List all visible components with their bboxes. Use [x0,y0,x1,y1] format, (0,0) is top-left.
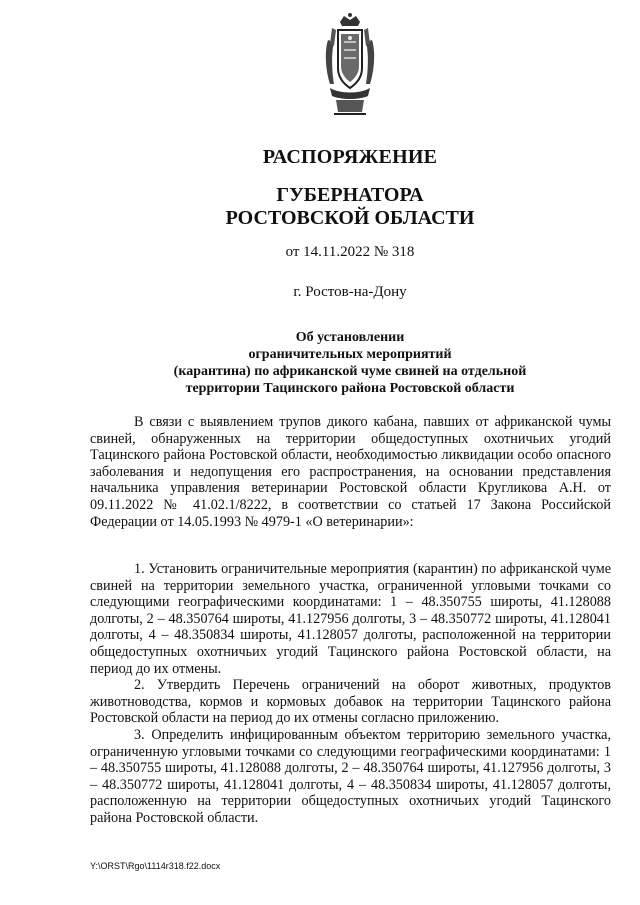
issuer-line-2: РОСТОВСКОЙ ОБЛАСТИ [225,207,475,229]
document-place: г. Ростов-на-Дону [293,284,407,300]
issuer-line-1: ГУБЕРНАТОРА [276,184,424,206]
subject-line-2: ограничительных мероприятий [248,347,452,362]
preamble [90,414,611,530]
file-path-footer: Y:\ORST\Rgo\1114r318.f22.docx [90,861,221,871]
order-item-3: 3. Определить инфицированным объектом территорию земельного участка, ограниченную угловыми точками со следующими географическими координатами: 1 – 48.350755 широты, 41.128088 долготы, 2 – 48.350764 широты, 41.127956 долготы, 3 – 48.350772 широты, 41.128041 долготы, 4 – 48.350834 широты, 41.128057 долготы, расположенную на территории общедоступных охотничьих угодий Тацинского района Ростовской области. [90,726,611,826]
subject-line-4: территории Тацинского района Ростовской области [185,381,515,396]
order-item-1: 1. Установить ограничительные мероприятия (карантин) по африканской чуме свиней на территории земельного участка, ограниченной угловыми точками со следующими географическими координатами: 1 – 48.350755 широты, 41.128088 долготы, 2 – 48.350764 широты, 41.127956 долготы, 3 – 48.350772 широты, 41.128041 долготы, 4 – 48.350834 широты, 41.128057 долготы, расположенной на территории общедоступных охотничьих угодий Тацинского района Ростовской области, на период до их отмены. [90,561,611,677]
subject-line-1: Об установлении [295,330,405,345]
issuer-title [0,184,640,230]
document-date-number: от 14.11.2022 № 318 [285,244,415,260]
document-type: РАСПОРЯЖЕНИЕ [262,146,438,168]
order-item-2: 2. Утвердить Перечень ограничений на оборот животных, продуктов животноводства, кормов и кормовых добавок на территории Тацинского района Ростовской области на период до их отмены согласно приложению. [90,677,611,727]
order-items [90,561,611,827]
coat-of-arms-icon [322,12,378,118]
preamble-paragraph: В связи с выявлением трупов дикого кабана, павших от африканской чумы свиней, обнаруженных на территории общедоступных охотничьих угодий Тацинского района Ростовской области, необходимостью ликвидации особо опасного заболевания и недопущения его распространения, на основании представления начальника управления ветеринарии Ростовской области Кругликова А.Н. от 09.11.2022 № 41.02.1/8222, в соответствии со статьей 17 Закона Российской Федерации от 14.05.1993 № 4979-1 «О ветеринарии»: [90,414,611,530]
subject-line-3: (карантина) по африканской чуме свиней на отдельной [173,364,527,379]
document-subject [0,329,640,397]
